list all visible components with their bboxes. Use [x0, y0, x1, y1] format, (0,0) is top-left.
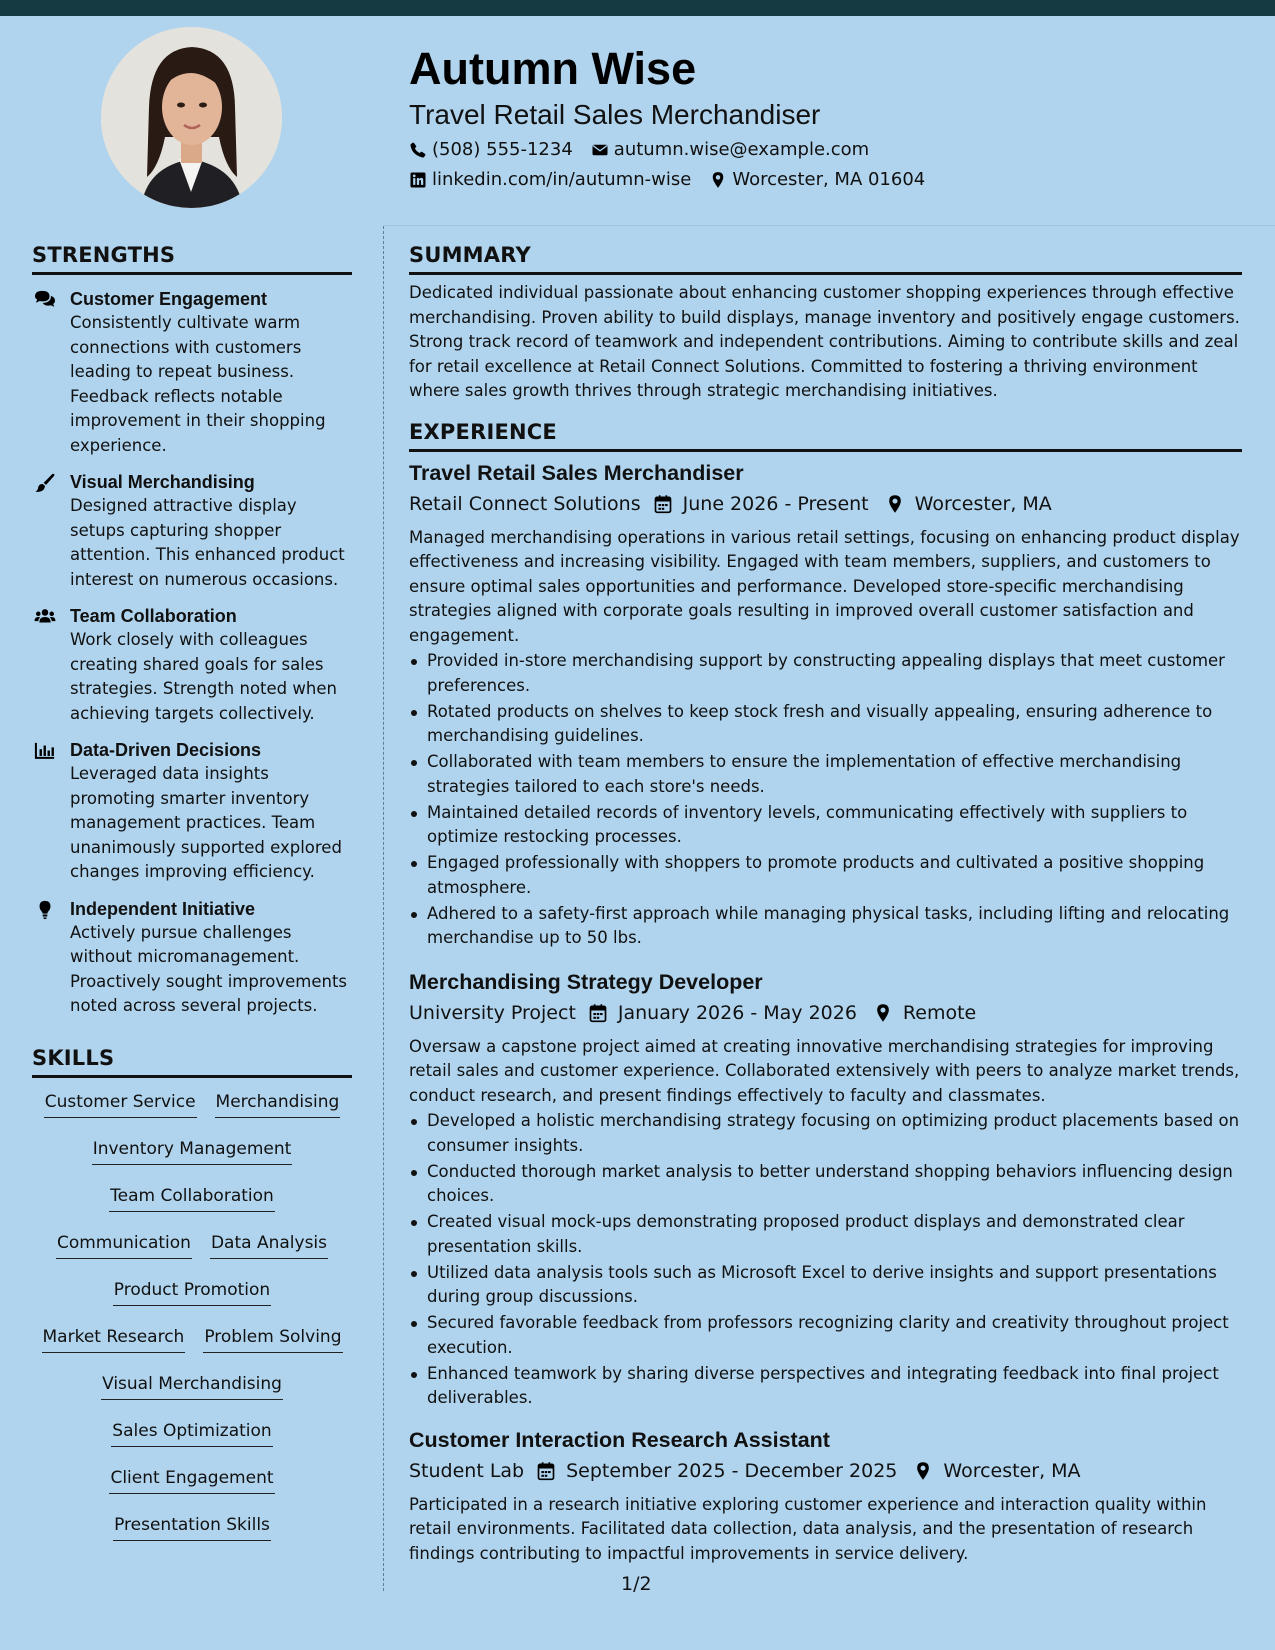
strength-item	[32, 287, 352, 458]
right-column	[409, 240, 1242, 1566]
skill-tag: Merchandising	[215, 1090, 341, 1118]
list-item: Engaged professionally with shoppers to promote products and cultivated a positive shopping atmosphere.	[409, 851, 1242, 900]
skill-tag: Product Promotion	[113, 1278, 271, 1306]
email-icon	[591, 141, 609, 159]
map-pin-icon	[913, 1461, 933, 1481]
skill-tag: Client Engagement	[109, 1466, 274, 1494]
phone-text: (508) 555-1234	[432, 139, 573, 160]
linkedin-text: linkedin.com/in/autumn-wise	[432, 169, 692, 190]
skill-tag: Customer Service	[44, 1090, 197, 1118]
job-title: Customer Interaction Research Assistant	[409, 1427, 830, 1452]
skill-tag: Sales Optimization	[111, 1419, 272, 1447]
email-contact[interactable]	[591, 138, 869, 162]
paintbrush-icon	[34, 473, 56, 493]
strength-title: Data-Driven Decisions	[70, 740, 262, 760]
strength-description: Designed attractive display setups capturing shopper attention. This enhanced product interest on numerous occasions.	[70, 496, 345, 589]
email-text: autumn.wise@example.com	[613, 139, 870, 160]
list-item: Secured favorable feedback from professors recognizing clarity and creativity throughout project execution.	[409, 1311, 1242, 1360]
contact-row-2	[409, 168, 1249, 192]
list-item: Conducted thorough market analysis to better understand shopping behaviors influencing design choices.	[409, 1160, 1242, 1209]
location-contact	[709, 168, 925, 192]
resume-header	[409, 40, 1249, 192]
contact-row-1	[409, 138, 1249, 162]
strength-title: Visual Merchandising	[70, 472, 255, 492]
job-dates: September 2025 - December 2025	[566, 1459, 898, 1482]
lightbulb-icon	[34, 900, 56, 920]
calendar-icon	[588, 1003, 608, 1023]
calendar-icon	[536, 1461, 556, 1481]
strength-item	[32, 604, 352, 726]
job-meta	[409, 490, 1242, 518]
top-bar	[0, 0, 1275, 16]
calendar-icon	[653, 494, 673, 514]
column-divider	[383, 226, 384, 1591]
phone-icon	[409, 141, 427, 159]
comments-icon	[34, 290, 56, 310]
job-meta	[409, 1457, 1242, 1485]
phone-contact[interactable]	[409, 138, 573, 162]
list-item: Collaborated with team members to ensure the implementation of effective merchandising strategies tailored to each store's needs.	[409, 750, 1242, 799]
page-number: 1/2	[621, 1573, 652, 1595]
skill-tag: Data Analysis	[210, 1231, 328, 1259]
header-divider	[384, 225, 1275, 226]
map-pin-icon	[709, 171, 727, 189]
job-entry	[409, 967, 1242, 1411]
experience-heading: EXPERIENCE	[409, 417, 1242, 452]
linkedin-icon	[409, 171, 427, 189]
location-text: Worcester, MA 01604	[732, 169, 926, 190]
job-dates: June 2026 - Present	[682, 492, 869, 515]
job-description: Participated in a research initiative exploring customer experience and interaction quality within retail environments. Facilitated data collection, data analysis, and the presentation of research findings contributing to impactful improvements in service delivery.	[409, 1494, 1207, 1563]
summary-heading: SUMMARY	[409, 240, 1242, 275]
list-item: Maintained detailed records of inventory levels, communicating effectively with suppliers to optimize restocking processes.	[409, 801, 1242, 850]
job-meta	[409, 999, 1242, 1027]
profile-photo	[101, 27, 282, 208]
list-item: Adhered to a safety-first approach while managing physical tasks, including lifting and relocating merchandise up to 50 lbs.	[409, 902, 1242, 951]
list-item: Provided in-store merchandising support by constructing appealing displays that meet customer preferences.	[409, 649, 1242, 698]
skill-tag: Presentation Skills	[113, 1513, 271, 1541]
job-title: Merchandising Strategy Developer	[409, 969, 763, 994]
job-company: Student Lab	[409, 1459, 525, 1482]
map-pin-icon	[873, 1003, 893, 1023]
strength-description: Actively pursue challenges without micromanagement. Proactively sought improvements noted across several projects.	[70, 922, 348, 1015]
job-bullets	[409, 1109, 1242, 1411]
job-location: Worcester, MA	[943, 1459, 1081, 1482]
skill-tag: Problem Solving	[203, 1325, 342, 1353]
strength-description: Leveraged data insights promoting smarter inventory management practices. Team unanimously supported explored changes improving efficiency.	[70, 764, 342, 881]
job-title: Travel Retail Sales Merchandiser	[409, 460, 744, 485]
job-bullets	[409, 649, 1242, 951]
job-location: Remote	[902, 1001, 977, 1024]
list-item: Enhanced teamwork by sharing diverse perspectives and integrating feedback into final project deliverables.	[409, 1362, 1242, 1411]
job-description: Managed merchandising operations in various retail settings, focusing on enhancing product display effectiveness and increasing visibility. Engaged with team members, suppliers, and customers to ensure optimal sales opportunities and performance. Developed store-specific merchandising strategies aligned with corporate goals resulting in improved overall customer satisfaction and engagement.	[409, 527, 1240, 645]
skills-list	[32, 1090, 352, 1560]
strength-title: Independent Initiative	[70, 898, 256, 919]
summary-text: Dedicated individual passionate about enhancing customer shopping experiences through effective merchandising. Proven ability to build displays, manage inventory and positively engage customers. Strong track record of teamwork and independent contributions. Aiming to contribute skills and zeal for retail excellence at Retail Connect Solutions. Committed to fostering a thriving environment where sales growth thrives through strategic merchandising initiatives.	[409, 283, 1240, 400]
job-dates: January 2026 - May 2026	[617, 1001, 857, 1024]
strength-item	[32, 897, 352, 1019]
skill-tag: Market Research	[42, 1325, 186, 1353]
list-item: Developed a holistic merchandising strategy focusing on optimizing product placements based on consumer insights.	[409, 1109, 1242, 1158]
skill-tag: Visual Merchandising	[101, 1372, 283, 1400]
skills-heading: SKILLS	[32, 1043, 352, 1078]
job-entry	[409, 1425, 1242, 1567]
strength-description: Consistently cultivate warm connections with customers leading to repeat business. Feedback reflects notable improvement in their shopping experience.	[70, 313, 326, 455]
left-column	[32, 240, 352, 1560]
bar-chart-icon	[34, 741, 56, 761]
job-company: University Project	[409, 1001, 576, 1024]
job-company: Retail Connect Solutions	[409, 492, 641, 515]
strength-description: Work closely with colleagues creating shared goals for sales strategies. Strength noted when achieving targets collectively.	[70, 630, 337, 723]
candidate-name: Autumn Wise	[409, 43, 697, 94]
list-item: Utilized data analysis tools such as Microsoft Excel to derive insights and support presentations during group discussions.	[409, 1261, 1242, 1310]
strengths-heading: STRENGTHS	[32, 240, 352, 275]
strength-item	[32, 470, 352, 592]
skill-tag: Team Collaboration	[109, 1184, 275, 1212]
candidate-title: Travel Retail Sales Merchandiser	[409, 99, 821, 130]
list-item: Rotated products on shelves to keep stock fresh and visually appealing, ensuring adherence to merchandising guidelines.	[409, 700, 1242, 749]
job-location: Worcester, MA	[914, 492, 1052, 515]
map-pin-icon	[885, 494, 905, 514]
users-icon	[34, 607, 56, 627]
strength-item	[32, 738, 352, 885]
list-item: Created visual mock-ups demonstrating proposed product displays and demonstrated clear presentation skills.	[409, 1210, 1242, 1259]
job-description: Oversaw a capstone project aimed at creating innovative merchandising strategies for improving retail sales and customer experience. Collaborated extensively with peers to analyze market trends, conduct research, and present findings effectively to faculty and classmates.	[409, 1036, 1240, 1105]
strength-title: Team Collaboration	[70, 606, 237, 626]
job-entry	[409, 458, 1242, 951]
strength-title: Customer Engagement	[70, 289, 268, 309]
skill-tag: Communication	[56, 1231, 192, 1259]
linkedin-contact[interactable]	[409, 168, 691, 192]
skill-tag: Inventory Management	[92, 1137, 293, 1165]
